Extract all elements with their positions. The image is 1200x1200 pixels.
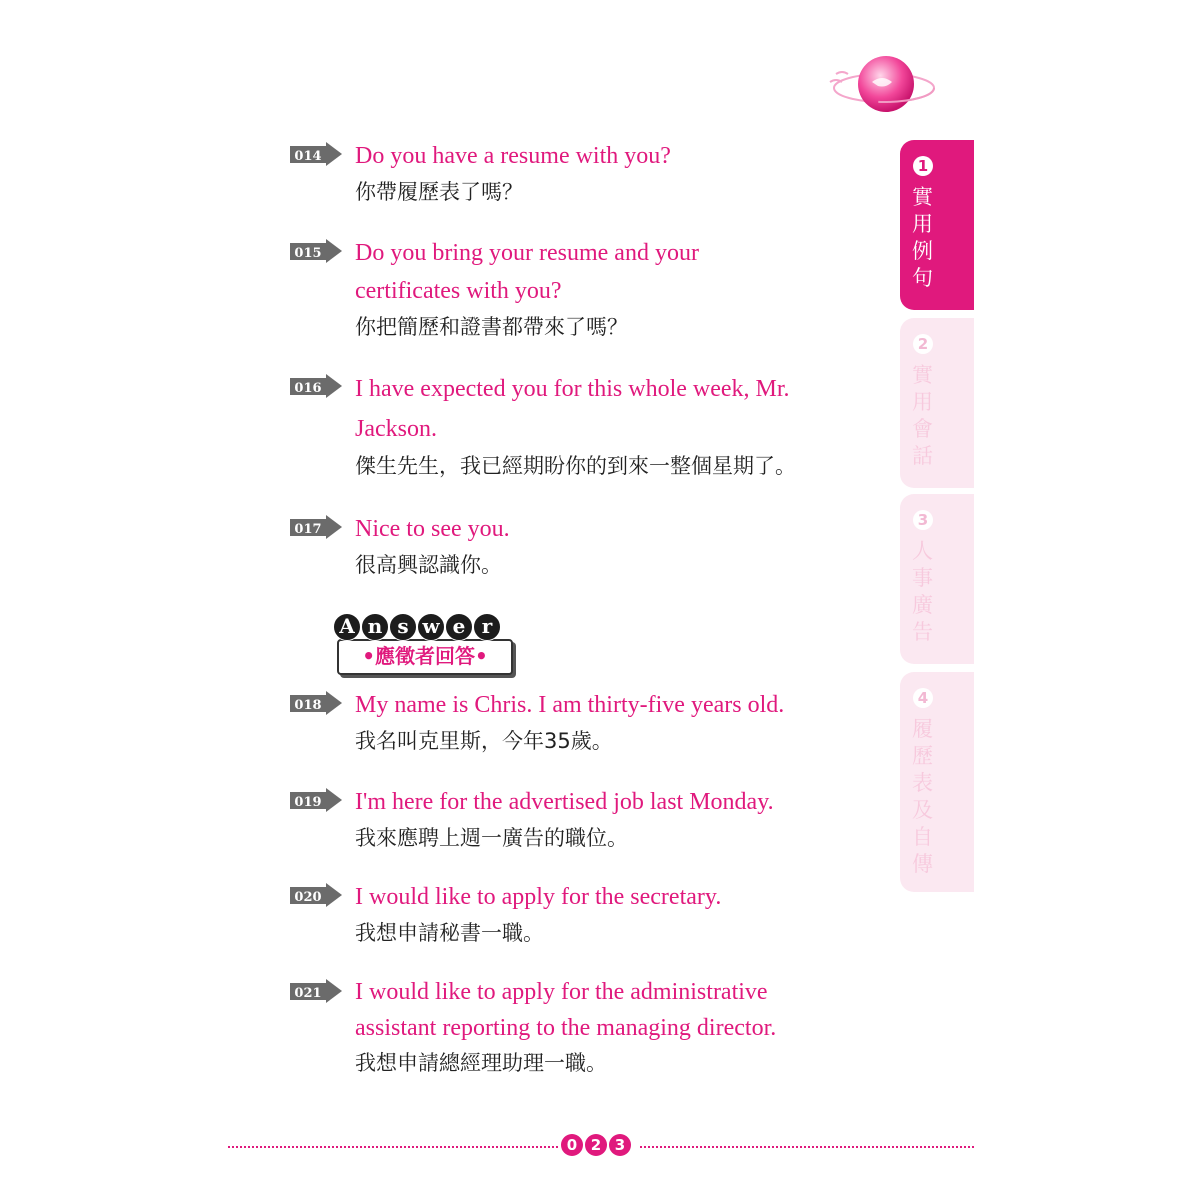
english-sentence: Do you bring your resume and your	[355, 240, 699, 266]
page-digit: 3	[609, 1134, 631, 1156]
english-sentence: Nice to see you.	[355, 516, 510, 542]
answer-letter: w	[417, 613, 445, 641]
answer-badge	[333, 613, 517, 673]
sentence-entry	[290, 878, 880, 950]
chinese-translation: 我想申請總經理助理一職。	[355, 1051, 607, 1075]
number-badge	[290, 786, 342, 814]
sentence-entry	[290, 510, 880, 582]
answer-letter: A	[333, 613, 361, 641]
chinese-translation: 你帶履歷表了嗎？	[355, 180, 523, 204]
number-badge	[290, 513, 342, 541]
sentence-entry	[290, 783, 880, 855]
number-badge	[290, 372, 342, 400]
english-sentence: I would like to apply for the secretary.	[355, 884, 722, 910]
sentence-entry	[290, 137, 880, 209]
answer-letters	[333, 613, 501, 643]
footer-divider-right	[640, 1146, 974, 1148]
chinese-translation: 很高興認識你。	[355, 553, 502, 577]
number-label: 021	[294, 986, 322, 1001]
chinese-translation: 我來應聘上週一廣告的職位。	[355, 826, 628, 850]
number-label: 014	[294, 149, 322, 164]
number-label: 018	[294, 698, 322, 713]
number-label: 015	[294, 246, 322, 261]
tab-practical-sentences[interactable]	[900, 140, 974, 310]
english-sentence: certificates with you?	[355, 278, 562, 304]
globe-logo-icon	[828, 52, 936, 122]
number-badge	[290, 237, 342, 265]
number-label: 016	[294, 381, 322, 396]
page-number	[561, 1134, 633, 1156]
chinese-translation: 我名叫克里斯，今年35歲。	[355, 729, 613, 753]
number-badge	[290, 977, 342, 1005]
tab-label: 人事廣告	[912, 539, 933, 644]
sentence-entry	[290, 369, 880, 483]
english-sentence: I have expected you for this whole week, Mr.	[355, 376, 790, 402]
chinese-translation: 你把簡歷和證書都帶來了嗎？	[355, 315, 628, 339]
english-sentence: assistant reporting to the managing director.	[355, 1015, 777, 1041]
tab-number: 4	[913, 688, 933, 708]
number-badge	[290, 689, 342, 717]
page-digit: 2	[585, 1134, 607, 1156]
answer-label: •應徵者回答•	[362, 644, 488, 668]
tab-number: 2	[913, 334, 933, 354]
english-sentence: Do you have a resume with you?	[355, 143, 671, 169]
sentence-entry	[290, 686, 880, 758]
english-sentence: My name is Chris. I am thirty-five years old.	[355, 692, 785, 718]
tab-label: 實用會話	[912, 363, 933, 468]
page-digit: 0	[561, 1134, 583, 1156]
number-badge	[290, 140, 342, 168]
english-sentence: I'm here for the advertised job last Monday.	[355, 789, 774, 815]
chinese-translation: 我想申請秘書一職。	[355, 921, 544, 945]
tab-label: 履歷表及自傳	[912, 717, 933, 876]
answer-letter: e	[445, 613, 473, 641]
tab-label: 實用例句	[912, 185, 933, 290]
tab-resume-autobiography[interactable]	[900, 672, 974, 892]
english-sentence: I would like to apply for the administrative	[355, 979, 768, 1005]
tab-job-ads[interactable]	[900, 494, 974, 664]
footer-divider-left	[228, 1146, 558, 1148]
english-sentence: Jackson.	[355, 416, 437, 442]
sentence-entry	[290, 974, 880, 1080]
sentence-entry	[290, 234, 880, 344]
answer-letter: s	[389, 613, 417, 641]
number-label: 017	[294, 522, 322, 537]
answer-label-box	[337, 639, 513, 675]
number-label: 020	[294, 890, 322, 905]
tab-practical-conversation[interactable]	[900, 318, 974, 488]
answer-letter: n	[361, 613, 389, 641]
answer-letter: r	[473, 613, 501, 641]
number-badge	[290, 881, 342, 909]
number-label: 019	[294, 795, 322, 810]
tab-number: 3	[913, 510, 933, 530]
chinese-translation: 傑生先生，我已經期盼你的到來一整個星期了。	[355, 454, 796, 478]
tab-number: 1	[913, 156, 933, 176]
